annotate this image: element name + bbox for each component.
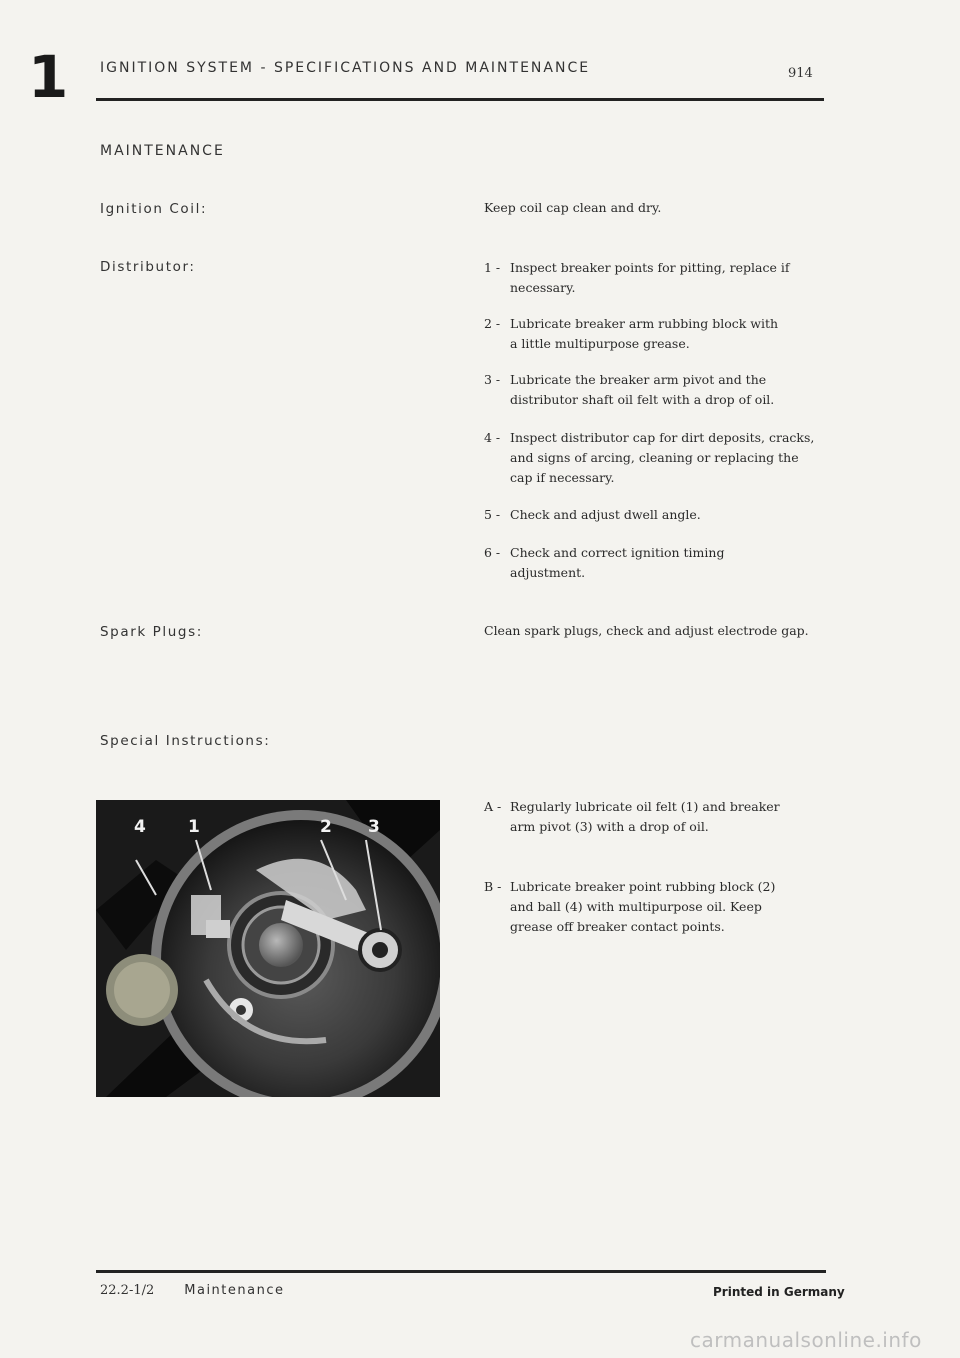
item-line: grease off breaker contact points. (510, 919, 725, 934)
footer-code: 22.2-1/2 (100, 1283, 155, 1298)
item-line: arm pivot (3) with a drop of oil. (510, 819, 709, 834)
photo-callout: 4 (134, 817, 146, 837)
footer-label: Maintenance (184, 1283, 285, 1298)
item-line: cap if necessary. (510, 470, 615, 485)
item-number: 3 - (484, 372, 501, 387)
item-number: 1 - (484, 260, 501, 275)
item-number: 4 - (484, 430, 501, 445)
distributor-item-3 (484, 370, 844, 410)
header-rule (96, 98, 824, 101)
ignition-coil-label: Ignition Coil: (100, 201, 208, 217)
distributor-photo (96, 800, 440, 1097)
watermark-text[interactable]: carmanualsonline.info (690, 1328, 922, 1352)
distributor-item-2 (484, 314, 844, 354)
footer-printed: Printed in Germany (713, 1285, 845, 1299)
chapter-number: 1 (28, 43, 69, 111)
footer-left (100, 1283, 285, 1298)
photo-callout: 2 (320, 817, 332, 837)
item-line: Inspect distributor cap for dirt deposits, cracks, (510, 430, 815, 445)
distributor-item-4 (484, 428, 844, 488)
item-line: Lubricate breaker arm rubbing block with (510, 316, 779, 331)
item-line: Check and correct ignition timing (510, 545, 725, 560)
item-number: 6 - (484, 545, 501, 560)
item-line: and signs of arcing, cleaning or replacing the (510, 450, 799, 465)
item-number: 2 - (484, 316, 501, 331)
special-item-b (484, 877, 844, 937)
spark-plugs-text: Clean spark plugs, check and adjust electrode gap. (484, 623, 809, 638)
special-item-a (484, 797, 844, 837)
distributor-item-1 (484, 258, 844, 298)
item-line: a little multipurpose grease. (510, 336, 690, 351)
item-number: A - (484, 799, 502, 814)
item-line: necessary. (510, 280, 576, 295)
distributor-illustration (96, 800, 440, 1097)
distributor-item-6 (484, 543, 844, 583)
item-line: Regularly lubricate oil felt (1) and breaker (510, 799, 780, 814)
item-line: Inspect breaker points for pitting, replace if (510, 260, 790, 275)
item-number: B - (484, 879, 502, 894)
ignition-coil-text: Keep coil cap clean and dry. (484, 200, 662, 215)
special-instructions-label: Special Instructions: (100, 733, 271, 749)
item-line: Lubricate the breaker arm pivot and the (510, 372, 767, 387)
item-line: and ball (4) with multipurpose oil. Keep (510, 899, 762, 914)
item-line: adjustment. (510, 565, 586, 580)
spark-plugs-label: Spark Plugs: (100, 624, 203, 640)
distributor-item-5 (484, 505, 844, 525)
section-title: MAINTENANCE (100, 143, 225, 159)
photo-callout: 3 (368, 817, 380, 837)
item-line: Check and adjust dwell angle. (510, 507, 701, 522)
item-line: Lubricate breaker point rubbing block (2) (510, 879, 776, 894)
distributor-label: Distributor: (100, 259, 196, 275)
item-number: 5 - (484, 507, 501, 522)
footer-rule (96, 1270, 826, 1273)
photo-callout: 1 (188, 817, 200, 837)
item-line: distributor shaft oil felt with a drop of oil. (510, 392, 775, 407)
header-title: IGNITION SYSTEM - SPECIFICATIONS AND MAINTENANCE (100, 60, 591, 76)
page-number: 914 (788, 66, 813, 81)
